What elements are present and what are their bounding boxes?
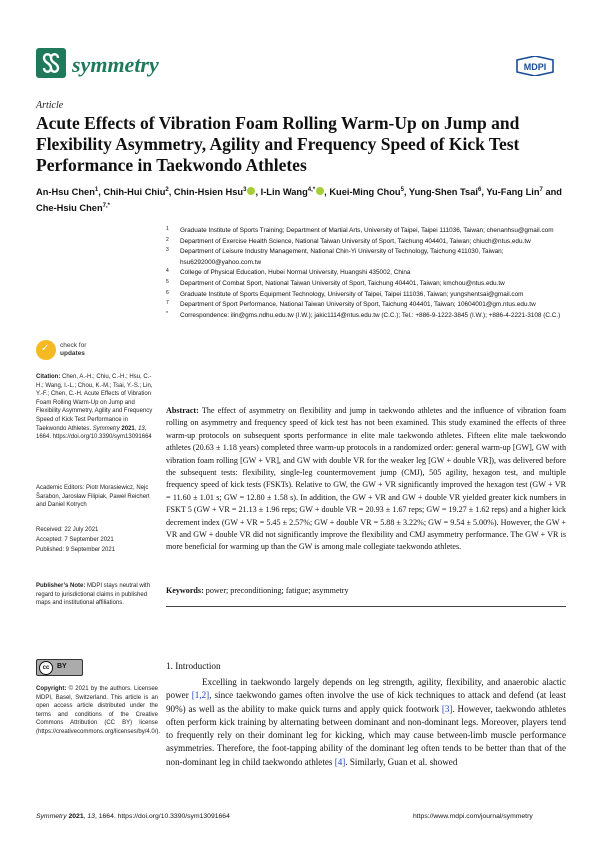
author-name[interactable]: Che-Hsiu Chen xyxy=(36,203,103,214)
citation-doi[interactable]: , 1664. https://doi.org/10.3390/sym13091664 xyxy=(36,425,152,441)
author-name[interactable]: An-Hsu Chen xyxy=(36,187,95,198)
author-affiliation-sup: 2 xyxy=(165,187,169,193)
affiliation-text: Correspondence: ilin@gms.ndhu.edu.tw (I.W.); jakic1114@ntus.edu.tw (C.C.); Tel.: +886-9-1222-3845 (I.W.); +886-4-2221-3108 (C.C.) xyxy=(180,312,561,320)
affiliation-text: Department of Combat Sport, National Taiwan University of Sport, Taichung 404401, Taiwan; kmchou@ntus.edu.tw xyxy=(180,280,505,288)
affiliation-number: 5 xyxy=(166,279,169,286)
affiliation-list xyxy=(166,226,566,322)
affiliation-number: 3 xyxy=(166,247,169,254)
editors-block xyxy=(36,484,158,510)
abstract-label: Abstract: xyxy=(166,406,199,415)
date-accepted: Accepted: 7 September 2021 xyxy=(36,537,114,543)
affiliation-number: 2 xyxy=(166,236,169,243)
publisher-logo-icon xyxy=(515,56,555,76)
section-divider xyxy=(166,606,566,607)
author-affiliation-sup: 4,* xyxy=(307,187,316,193)
author-affiliation-sup: 7 xyxy=(539,187,543,193)
affiliation-number: 7 xyxy=(166,300,169,307)
author-name[interactable]: Yung-Shen Tsai xyxy=(408,187,478,198)
affiliation-number: 6 xyxy=(166,289,169,296)
affiliation-item xyxy=(166,300,566,310)
footer-doi[interactable]: , 1664. https://doi.org/10.3390/sym13091664 xyxy=(94,813,230,820)
publisher-name: MDPI xyxy=(523,62,547,72)
paper-title: Acute Effects of Vibration Foam Rolling Warm-Up on Jump and Flexibility Asymmetry, Agility and Frequency Speed of Kick Test Performance in Taekwondo Athletes xyxy=(36,113,520,175)
author-name[interactable]: Chin-Hsien Hsu xyxy=(173,187,244,198)
citation-link[interactable]: [1,2] xyxy=(191,690,210,701)
keywords-label: Keywords: xyxy=(166,586,204,595)
dates-block xyxy=(36,525,158,555)
footer-citation: Symmetry 2021, 13, 1664. https://doi.org/10.3390/sym13091664 xyxy=(36,813,230,820)
publisher-note-label: Publisher’s Note: xyxy=(36,583,86,589)
citation-link[interactable]: [4] xyxy=(334,756,346,767)
editors-label: Academic Editors: xyxy=(36,485,85,491)
author-affiliation-sup: 1 xyxy=(94,187,99,193)
affiliation-number: 1 xyxy=(166,226,169,232)
citation-label: Citation: xyxy=(36,374,61,380)
citation-text: Chen, A.-H.; Chiu, C.-H.; Hsu, C.-H.; Wang, I.-L.; Chou, K.-M.; Tsai, Y.-S.; Lin, Y.-F.; Chen, C.-H. Acute Effects of Vibration Foam Rolling Warm-Up on Jump and Flexibility Asymmetry, Agility and Frequency Speed of Kick Test Performance in Taekwondo Athletes. xyxy=(36,374,153,432)
intro-text-2: , since taekwondo games often involve the use of kick techniques to attack and defend (at least 90%) as well as the ability to make quick turns and apply quick footwork xyxy=(166,690,566,714)
author-name[interactable]: Kuei-Ming Chou xyxy=(329,187,401,198)
journal-logo-icon xyxy=(36,48,66,78)
intro-paragraph xyxy=(166,676,566,769)
check-updates-line1: check for xyxy=(60,342,87,349)
date-published: Published: 9 September 2021 xyxy=(36,547,116,553)
publisher-note-text: MDPI stays neutral with regard to jurisdictional claims in published maps and institutional affiliations. xyxy=(36,583,151,607)
citation-journal: Symmetry xyxy=(92,425,120,432)
affiliation-text: Department of Exercise Health Science, National Taiwan University of Sport, Taichung 404401, Taiwan; chiuch@ntus.edu.tw xyxy=(180,237,531,245)
cc-icon: cc xyxy=(39,661,53,675)
author-affiliation-sup: 6 xyxy=(477,187,482,193)
copyright-block xyxy=(36,685,161,737)
section-heading: 1. Introduction xyxy=(166,661,221,671)
footer-year: 2021 xyxy=(68,813,84,820)
affiliation-number: * xyxy=(166,311,168,318)
abstract-text: The effect of asymmetry on flexibility and jump in taekwondo athletes and the influence of vibration foam rolling on asymmetry and frequency speed of kick test has not been examined. This study examined the effects of three warm-up protocols on subsequent sports performance in elite male taekwondo athletes. Fifteen elite male taekwondo athletes (20.63 ± 1.18 years) completed three warm-up protocols in a randomized order: general warm-up [GW], GW with vibration foam rolling [GW + VR], and GW with double VR for the weaker leg [GW + double VR]), was delivered before the subsequent tests: flexibility, single-leg countermovement jump (CMJ), 505 agility, hexagon test, and multiple frequency speed of kick tests (FSKTs). Relative to GW, the GW + VR significantly improved the hexagon test (GW + VR = 11.60 ± 1.01 s; GW = 12.80 ± 1.58 s). In addition, the GW + VR and GW + double VR yielded greater kick numbers in FSKT 5 (GW + VR = 21.13 ± 1.96 reps; GW + double VR = 20.93 ± 1.67 reps; GW = 19.27 ± 1.62 reps) and a higher kick decrement index (GW + VR = 5.45 ± 2.57%; GW + double VR = 5.88 ± 3.22%; GW = 9.54 ± 5.00%). However, the GW + VR and GW + double VR did not significantly improve the flexibility and CMJ asymmetry performance. The GW + VR is more beneficial for warming up than the GW is among male collegiate taekwondo athletes. xyxy=(166,406,566,552)
affiliation-item xyxy=(166,311,566,321)
author-affiliation-sup: 3 xyxy=(243,187,247,193)
affiliation-item xyxy=(166,290,566,300)
intro-text-3: . However, taekwondo athletes often perform kick training by alternating between dominant and non-dominant legs. Moreover, players tend to frequently rely on their dominant leg for kicking, which may cause between-limb muscle performance asymmetries. Therefore, the foot-tapping ability of the dominant leg often tends to be better than that of the non-dominant leg in child taekwondo athletes xyxy=(166,703,566,767)
citation-year: 2021 xyxy=(121,425,135,432)
footer-url[interactable]: https://www.mdpi.com/journal/symmetry xyxy=(413,813,533,820)
author-list: An-Hsu Chen$^1$, Chih-Hui Chiu$^2$, Chin-Hsien Hsu$^3$ , I-Lin Wang$^{4,*}$ , Kuei-Ming Chou$^5$, Yung-Shen Tsai$^6$, Yu-Fang Lin$^7$ and Che-Hsiu Chen$^{7,*}$ xyxy=(36,187,562,214)
author-name[interactable]: Yu-Fang Lin xyxy=(486,187,540,198)
citation-block: Citation: Chen, A.-H.; Chiu, C.-H.; Hsu, C.-H.; Wang, I.-L.; Chou, K.-M.; Tsai, Y.-S.; Lin, Y.-F.; Chen, C.-H. Acute Effects of Vibration Foam Rolling Warm-Up on Jump and Flexibility Asymmetry, Agility and Frequency Speed of Kick Test Performance in Taekwondo Athletes. Symmetry 2021, 13, 1664. https://doi.org/10.3390/sym13091664 xyxy=(36,374,153,441)
footer-journal: Symmetry xyxy=(36,813,67,820)
affiliation-item xyxy=(166,268,566,278)
affiliation-number: 4 xyxy=(166,268,169,275)
affiliation-text: College of Physical Education, Hubei Normal University, Huangshi 435002, China xyxy=(180,269,411,277)
affiliation-item xyxy=(166,247,566,267)
publisher-note-block xyxy=(36,582,158,608)
author-affiliation-sup: 5 xyxy=(400,187,404,193)
affiliation-item xyxy=(166,279,566,289)
cc-by-license-icon[interactable] xyxy=(36,659,83,676)
affiliation-text: Graduate Institute of Sports Equipment Technology, University of Taipei, Taipei 111036, Taiwan; yungshentsai@gmail.com xyxy=(180,290,524,298)
footer-volume: 13 xyxy=(87,813,95,820)
date-received: Received: 22 July 2021 xyxy=(36,527,99,533)
keywords xyxy=(166,585,566,597)
affiliation-text: Department of Leisure Industry Management, National Chin-Yi University of Technology, Taichung 411030, Taiwan; hsu6292000@yahoo.com.tw xyxy=(180,248,504,266)
citation-volume: 13 xyxy=(138,425,145,432)
orcid-icon[interactable] xyxy=(316,187,324,195)
author-affiliation-sup: 7,* xyxy=(102,203,110,210)
check-for-updates-button[interactable] xyxy=(36,340,126,362)
journal-name: symmetry xyxy=(72,52,159,77)
check-updates-line2: updates xyxy=(60,350,85,357)
copyright-label: Copyright: xyxy=(36,686,67,692)
article-type: Article xyxy=(36,100,64,111)
author-name[interactable]: I-Lin Wang xyxy=(260,187,308,198)
orcid-icon[interactable] xyxy=(247,187,255,195)
intro-text-1: Excelling in taekwondo largely depends on leg strength, agility, flexibility, and anaerobic alactic power xyxy=(166,677,566,701)
abstract xyxy=(166,405,566,554)
citation-link[interactable]: [3] xyxy=(441,703,453,714)
affiliation-text: Department of Sport Performance, National Taiwan University of Sport, Taichung 404401, Taiwan; 10604001@gm.ntus.edu.tw xyxy=(180,301,536,309)
check-updates-icon: ✓ xyxy=(36,340,56,360)
affiliation-item xyxy=(166,226,566,236)
keywords-text: power; preconditioning; fatigue; asymmetry xyxy=(205,586,349,595)
copyright-text: © 2021 by the authors. Licensee MDPI, Basel, Switzerland. This article is an open access article distributed under the terms and conditions of the Creative Commons Attribution (CC BY) license (https://creativecommons.org/licenses/by/4.0/). xyxy=(36,686,161,735)
by-icon: BY xyxy=(57,663,67,670)
affiliation-item xyxy=(166,237,566,247)
intro-text-4: . Similarly, Guan et al. showed xyxy=(345,756,458,767)
author-name[interactable]: Chih-Hui Chiu xyxy=(103,187,166,198)
affiliation-text: Graduate Institute of Sports Training; Department of Martial Arts, University of Taipei, Taipei 111036, Taiwan; chenanhsu@gmail.com xyxy=(180,227,554,234)
editors-text: Piotr Morasiewicz, Nejc Šarabon, Jarosław Filipiak, Paweł Reichert and Daniel Kotrych xyxy=(36,485,150,509)
